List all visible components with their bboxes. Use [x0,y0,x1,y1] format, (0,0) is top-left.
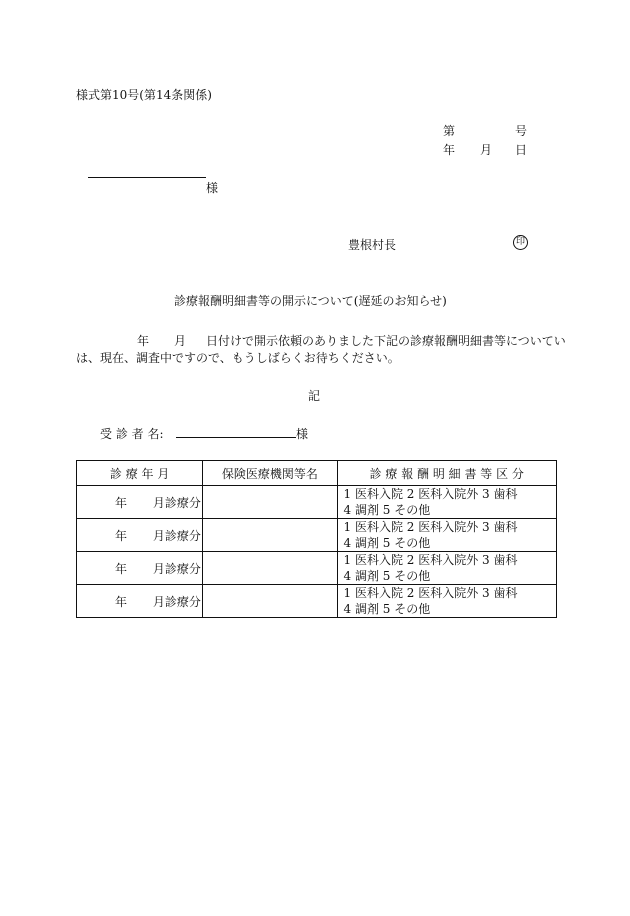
table-row [77,519,557,552]
ki-heading: 記 [308,389,321,403]
header-year-month: 診 療 年 月 [77,461,203,486]
category-line-1: 1 医科入院 2 医科入院外 3 歯科 [343,553,518,567]
institution-cell [203,519,337,552]
doc-number-suffix: 号 [515,124,528,138]
row-year: 年 [115,561,128,576]
row-month-label: 月診療分 [152,528,201,543]
date-month: 月 [480,143,493,157]
body-year: 年 [137,334,150,348]
recipient-name-line [88,177,206,178]
row-month-label: 月診療分 [152,594,201,609]
institution-cell [203,552,337,585]
patient-name-line [176,437,296,438]
body-line1: 日付けで開示依頼のありました下記の診療報酬明細書等についてい [206,334,566,348]
table-row [77,486,557,519]
category-line-1: 1 医科入院 2 医科入院外 3 歯科 [343,586,518,600]
date-year: 年 [443,143,456,157]
patient-name-label: 受 診 者 名: [100,427,164,441]
seal-mark: 印 [513,235,528,250]
claims-table [76,460,557,618]
table-header-row [77,461,557,486]
header-institution: 保険医療機関等名 [203,461,337,486]
year-month-cell [77,519,203,552]
category-line-2: 4 調剤 5 その他 [343,503,431,517]
category-line-2: 4 調剤 5 その他 [343,602,431,616]
category-cell [337,585,556,618]
category-cell [337,519,556,552]
institution-cell [203,585,337,618]
table-row [77,585,557,618]
category-cell [337,486,556,519]
header-category: 診 療 報 酬 明 細 書 等 区 分 [337,461,556,486]
form-label: 様式第10号(第14条関係) [76,88,212,102]
date-day: 日 [515,143,528,157]
table-row [77,552,557,585]
institution-cell [203,486,337,519]
row-year: 年 [115,594,128,609]
row-year: 年 [115,528,128,543]
category-line-2: 4 調剤 5 その他 [343,536,431,550]
body-line2: は、現在、調査中ですので、もうしばらくお待ちください。 [76,351,400,365]
subject-title: 診療報酬明細書等の開示について(遅延のお知らせ) [174,294,447,308]
body-month: 月 [174,334,187,348]
row-month-label: 月診療分 [152,561,201,576]
doc-number-prefix: 第 [443,124,456,138]
patient-name-suffix: 様 [296,427,309,441]
category-line-2: 4 調剤 5 その他 [343,569,431,583]
year-month-cell [77,552,203,585]
year-month-cell [77,585,203,618]
year-month-cell [77,486,203,519]
category-line-1: 1 医科入院 2 医科入院外 3 歯科 [343,520,518,534]
category-cell [337,552,556,585]
category-line-1: 1 医科入院 2 医科入院外 3 歯科 [343,487,518,501]
row-month-label: 月診療分 [152,495,201,510]
recipient-suffix: 様 [206,181,219,195]
sender-title: 豊根村長 [348,238,397,252]
row-year: 年 [115,495,128,510]
